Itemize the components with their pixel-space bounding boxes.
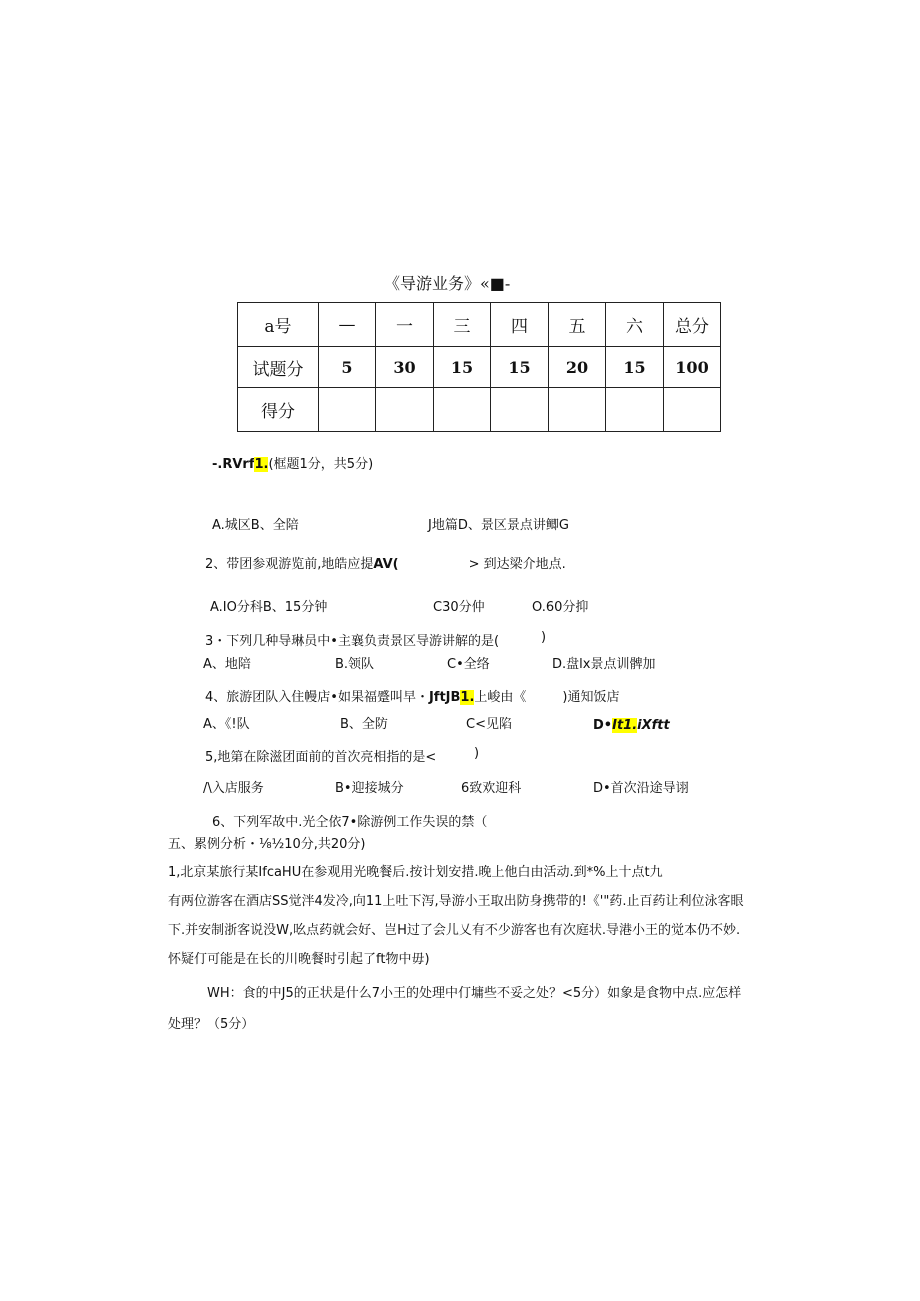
- q2-option-ab: A.IO分科B、15分钟: [210, 600, 328, 615]
- q5-stem: 5,地第在除滋团面前的首次亮相指的是<: [205, 750, 437, 765]
- table-header-cell: 总分: [664, 303, 721, 347]
- q3-option-c: C•全络: [447, 657, 490, 672]
- section-prefix: -.RVrf: [212, 457, 255, 472]
- q3-stem-end: ): [541, 630, 547, 645]
- q4-option-d-prefix: D•: [593, 718, 613, 733]
- section-rest: (框题1分，共5分): [268, 457, 374, 472]
- q5-option-a: /\入店服务: [203, 781, 264, 796]
- table-header-cell: a号: [238, 303, 319, 347]
- table-header-row: [238, 303, 721, 347]
- page-title: 《导游业务》«■-: [384, 274, 511, 293]
- table-header-cell: 一: [376, 303, 434, 347]
- table-row-label: 试题分: [238, 347, 319, 388]
- q4-stem-text-2: 上峻由《: [474, 690, 527, 705]
- q6-stem: 6、下列军故中.光仝依7•除游例工作失误的禁（: [212, 815, 488, 830]
- table-cell-empty: [434, 388, 491, 432]
- q2-option-d: O.60分抑: [532, 600, 589, 615]
- table-cell: 15: [606, 347, 664, 388]
- score-table: [237, 302, 721, 432]
- q2-stem-end: > 到达梁介地点.: [468, 557, 566, 572]
- q1-option-ab: A.城区B、全陪: [212, 518, 299, 533]
- q4-option-a: A、《!队: [203, 717, 250, 732]
- q3-option-d: D.盘lx景点训髀加: [552, 657, 656, 672]
- case-question-line: WH：食的中J5的正状是什么7小王的处理中仃墉些不妥之处？<5分）如象是食物中点.应怎样: [207, 986, 742, 1001]
- case-paragraph-line: 1,北京某旅行某IfcaHU在参观用光晚餐后.按计划安措.晚上他白由活动.到*%上十点t九: [168, 865, 663, 880]
- case-paragraph-line: 有两位游客在酒店SS觉泮4发冷,向11上吐下泻,导游小王取出防身携带的!《'"药.止百药让利位泳客眼: [168, 894, 744, 909]
- table-cell: 20: [549, 347, 606, 388]
- case-question-line: 处理？（5分）: [168, 1017, 255, 1032]
- q2-stem: [205, 553, 566, 572]
- table-header-cell: 三: [434, 303, 491, 347]
- table-cell-empty: [319, 388, 376, 432]
- q4-option-d: [593, 718, 670, 733]
- case-paragraph-line: 下.并安制浙客说没W,吆点药就会好、岂H过了会儿乂有不少游客也有次庭状.导港小王的觉本仍不妙.: [168, 923, 741, 938]
- q4-option-d-rest: iXftt: [637, 718, 670, 733]
- q2-stem-text: 2、带团参观游览前,地皓应提: [205, 557, 374, 572]
- section-heading-case: 五、累例分析・⅛½10分,共20分): [168, 837, 366, 852]
- q4-stem: [205, 686, 619, 705]
- table-cell: 5: [319, 347, 376, 388]
- table-row-label: 得分: [238, 388, 319, 432]
- highlight-mark: 1.: [254, 457, 269, 472]
- table-header-cell: 五: [549, 303, 606, 347]
- table-cell-empty: [549, 388, 606, 432]
- highlight-mark: 1.: [460, 690, 475, 705]
- q5-option-d: D•首次沿途导诩: [593, 781, 689, 796]
- table-header-cell: —: [319, 303, 376, 347]
- case-paragraph-line: 怀疑仃可能是在长的川晚餐时引起了ft物中毋): [168, 952, 430, 967]
- q5-stem-end: ): [474, 746, 480, 761]
- table-cell-empty: [664, 388, 721, 432]
- q1-option-cd: J地篇D、景区景点讲鲫G: [428, 518, 569, 533]
- table-cell-empty: [376, 388, 434, 432]
- q4-stem-end: )通知饭店: [562, 690, 620, 705]
- q4-option-c: C<见陷: [466, 717, 512, 732]
- q2-option-c: C30分仲: [433, 600, 485, 615]
- q5-option-b: B•迎接城分: [335, 781, 404, 796]
- q5-option-c: 6致欢迎科: [461, 781, 522, 796]
- table-cell-empty: [606, 388, 664, 432]
- table-cell: 100: [664, 347, 721, 388]
- table-row: [238, 388, 721, 432]
- table-header-cell: 六: [606, 303, 664, 347]
- highlight-mark: It1.: [612, 718, 638, 733]
- q3-stem: 3・下列几种导琳员中•主襄负责景区导游讲解的是(: [205, 634, 500, 649]
- q4-stem-bold: JftJB: [428, 690, 461, 705]
- table-cell: 15: [491, 347, 549, 388]
- table-row: [238, 347, 721, 388]
- q3-option-a: A、地陪: [203, 657, 251, 672]
- table-cell: 30: [376, 347, 434, 388]
- section-heading: [212, 453, 373, 472]
- q4-stem-text: 4、旅游团队入住幔店•如果福蹙叫早・: [205, 690, 429, 705]
- q3-option-b: B.领队: [335, 657, 375, 672]
- q2-stem-bold: AV(: [373, 557, 399, 572]
- table-cell: 15: [434, 347, 491, 388]
- table-header-cell: 四: [491, 303, 549, 347]
- q4-option-b: B、全防: [340, 717, 388, 732]
- table-cell-empty: [491, 388, 549, 432]
